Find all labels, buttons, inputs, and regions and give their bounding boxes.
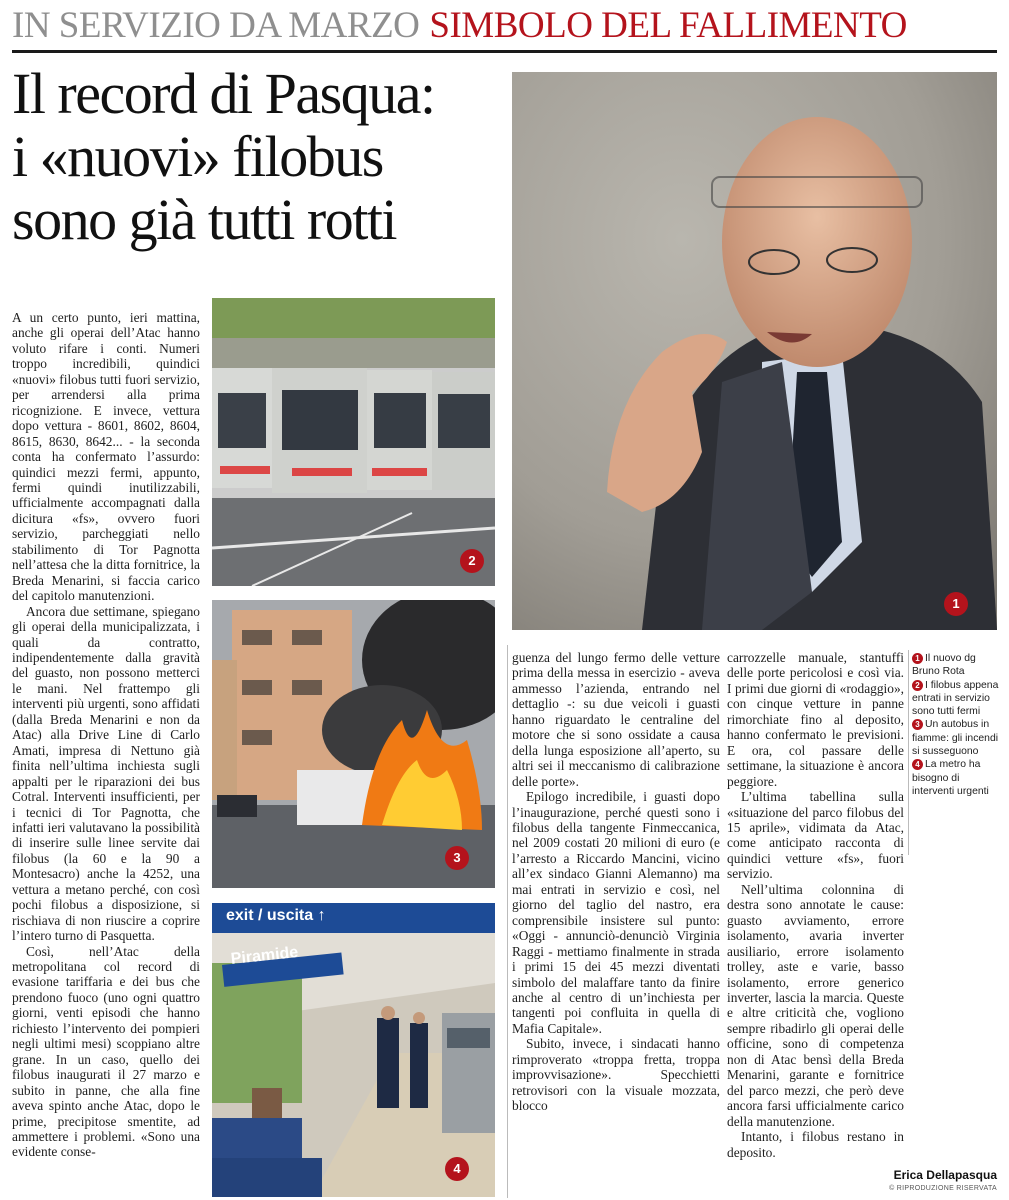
article-column-1 (12, 310, 200, 1198)
photo-captions (912, 652, 1004, 798)
headline-line-2: i «nuovi» filobus (12, 124, 383, 189)
photo-number-badge: 4 (445, 1157, 469, 1181)
headline-line-1: Il record di Pasqua: (12, 61, 435, 126)
caption-number: 1 (912, 653, 923, 664)
caption-text: I filobus appena entrati in servizio sono tutti fermi (912, 679, 999, 718)
caption-3 (912, 718, 1004, 758)
bus-fire-image (212, 600, 495, 888)
caption-4 (912, 758, 1004, 798)
caption-text: Il nuovo dg Bruno Rota (912, 653, 976, 678)
photo-bus-fire (212, 600, 495, 888)
kicker-right: SIMBOLO DEL FALLIMENTO (429, 5, 907, 46)
paragraph: A un certo punto, ieri mattina, anche gli operai dell’Atac hanno voluto rifare i conti. Numeri troppo incredibili, quindici «nuovi» filobus tutti fuori servizio, per arrendersi alla prima ricognizione. E invece, vettura dopo vettura - 8601, 8602, 8604, 8615, 8630, 8642... - la seconda conta ha confermato l’assurdo: quindici mezzi fermi, appunto, fermi quindi inutilizzabili, ufficialmente accompagnati dalla dicitura «fs», ovvero fuori servizio, parcheggiati nello stabilimento di Tor Pagnotta nell’attesa che la ditta fornitrice, la Breda Menarini, si faccia carico del capitolo manutenzioni. (12, 310, 200, 604)
caption-number: 3 (912, 719, 923, 730)
headline (12, 62, 507, 251)
station-sign: Piramide (230, 943, 300, 968)
kicker-left: IN SERVIZIO DA MARZO (12, 5, 420, 46)
paragraph: L’ultima tabellina sulla «situazione del parco filobus del 15 aprile», vidimata da Atac, come anticipato racconta di quindici vetture «fs», fuori servizio. (727, 789, 904, 882)
section-kicker (12, 6, 997, 46)
photo-bruno-rota (512, 72, 997, 630)
caption-number: 2 (912, 680, 923, 691)
arrow-up-icon: ↑ (317, 907, 326, 924)
trolleybus-depot-image (212, 298, 495, 586)
author-byline: Erica Dellapasqua (893, 1168, 997, 1182)
paragraph: Nell’ultima colonnina di destra sono annotate le cause: guasto avviamento, errore isolamento, avaria inverter ausiliario, errore isolamento trolley, aste e varie, basso isolamento, errore generico inverter, lascia la marcia. Queste e altre criticità che, vogliono sempre ribadirlo gli operai delle officine, sono di competenza non di Atac bensì della Breda Menarini, garante e fornitrice del parco mezzi, che però deve ancora farsi ufficialmente carico della manutenzione. (727, 881, 904, 1129)
copyright-notice: © RIPRODUZIONE RISERVATA (889, 1185, 997, 1192)
paragraph: carrozzelle manuale, stantuffi delle porte pericolosi e così via. I primi due giorni di «rodaggio», con cinque vetture in panne rimorchiate fino al deposito, hanno confermato le previsioni. E ora, col passare delle settimane, la situazione è ancora peggiore. (727, 650, 904, 789)
photo-parked-trolleybuses (212, 298, 495, 586)
paragraph: Intanto, i filobus restano in deposito. (727, 1129, 904, 1160)
paragraph: guenza del lungo fermo delle vetture prima della messa in esercizio - aveva ammesso l’azienda, entrando nel dettaglio -: su due veicoli i guasti hanno riguardato le centraline del motore che si sono ossidate a causa della lunga esposizione all’aperto, su altri sei il meccanismo di calibrazione delle porte». (512, 650, 720, 789)
column-divider (507, 645, 508, 1198)
caption-1 (912, 652, 1004, 679)
article-column-2 (512, 650, 720, 1198)
caption-text: Un autobus in fiamme: gli incendi si susseguono (912, 719, 999, 758)
paragraph: Ancora due settimane, spiegano gli operai della municipalizzata, i quali da contratto, indipendentemente dalla gravità del guasto, non possono metterci le mani. Nel frattempo gli interventi più urgenti, sono affidati (dalla Breda Menarini e non da Atac) alla Drive Line di Carlo Amati, impresa di Nettuno già finita nell’ultima inchiesta sugli appalti per le riparazioni dei bus Cotral. Interventi insufficienti, per i tecnici di Tor Pagnotta, che infatti ieri valutavano la possibilità di inserire sulle linee servite dai filobus (la 60 e la 90 a Montesacro) anche la 4252, una vettura a metano perché, con così pochi filobus a disposizione, si rischiava di non riuscire a coprire l’intero turno di Pasquetta. (12, 603, 200, 944)
header-rule (12, 50, 997, 53)
photo-metro-station (212, 903, 495, 1197)
paragraph: Subito, invece, i sindacati hanno rimproverato «troppa fretta, troppa improvvisazione». Specchietti retrovisori con la visuale mozzata, blocco (512, 1036, 720, 1114)
photo-number-badge: 1 (944, 592, 968, 616)
caption-text: La metro ha bisogno di interventi urgenti (912, 759, 989, 797)
photo-number-badge: 2 (460, 549, 484, 573)
paragraph: Così, nell’Atac della metropolitana col record di evasione tariffaria e dei bus che prendono fuoco (uno ogni quattro giorni, venti episodi che hanno richiesto l’intervento dei pompieri negli ultimi mesi) scoppiano altre grane. In un caso, quello dei filobus inaugurati il 27 marzo e subito in panne, che alla fine aveva spinto anche Atac, dopo le prime, precipitose smentite, ad ammettere i problemi. «Sono una evidente conse- (12, 943, 200, 1160)
headline-line-3: sono già tutti rotti (12, 187, 397, 252)
exit-sign-text: exit / uscita (226, 907, 314, 924)
exit-sign (226, 905, 486, 927)
metro-platform-image (212, 903, 495, 1197)
paragraph: Epilogo incredibile, i guasti dopo l’inaugurazione, perché questi sono i filobus della tangente Finmeccanica, nel 2009 costati 20 milioni di euro (e l’arresto a Riccardo Mancini, vicino all’ex sindaco Gianni Alemanno) ma mai entrati in servizio e così, nel giorno del taglio del nastro, era comprensibile insistere sul punto: «Oggi - annunciò-denunciò Virginia Raggi - mettiamo finalmente in strada i primi 15 dei 45 mezzi diventati simbolo del malaffare tanto da finire anche al centro di un’inchiesta per tangenti poi confluita in quella di Mafia Capitale». (512, 789, 720, 1036)
photo-number-badge: 3 (445, 846, 469, 870)
column-divider (908, 650, 909, 855)
caption-2 (912, 679, 1004, 719)
article-column-3 (727, 650, 904, 1168)
portrait-image (512, 72, 997, 630)
caption-number: 4 (912, 759, 923, 770)
